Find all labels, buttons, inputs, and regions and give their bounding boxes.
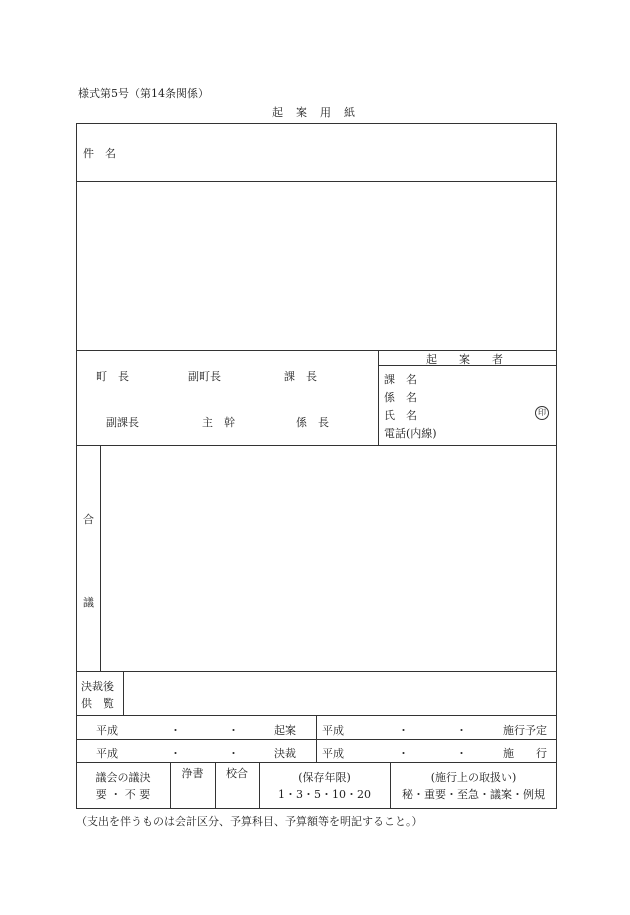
approver-unit-chief: 係 長 bbox=[296, 416, 329, 429]
form-id-label: 様式第5号（第14条関係） bbox=[78, 87, 209, 100]
consultation-char-1: 合 bbox=[83, 513, 94, 526]
assembly-required-option: 要 ・ 不 要 bbox=[95, 788, 151, 801]
consultation-char-2: 議 bbox=[83, 596, 94, 609]
proofread-label: 校合 bbox=[226, 767, 248, 780]
divider bbox=[76, 739, 557, 740]
handling-options: 秘・重要・至急・議案・例規 bbox=[402, 788, 545, 801]
drafter-phone-label: 電話(内線) bbox=[384, 427, 437, 440]
fair-copy-label: 浄書 bbox=[181, 767, 204, 780]
drafted-label: 起案 bbox=[274, 724, 296, 737]
enforce-dot-1: ・ bbox=[398, 747, 409, 760]
approver-section-chief: 課 長 bbox=[284, 370, 317, 383]
subject-label: 件 名 bbox=[83, 147, 116, 160]
approved-dot-2: ・ bbox=[228, 747, 239, 760]
enforce-dot-2: ・ bbox=[456, 747, 467, 760]
drafter-section-label: 課 名 bbox=[384, 373, 417, 386]
drafted-dot-1: ・ bbox=[170, 724, 181, 737]
retention-options: 1・3・5・10・20 bbox=[278, 788, 371, 801]
body-text-area[interactable] bbox=[80, 185, 552, 345]
drafter-staff-label: 係 名 bbox=[384, 391, 417, 404]
assembly-resolution-label: 議会の議決 bbox=[95, 771, 151, 784]
drafted-era: 平成 bbox=[96, 724, 118, 737]
divider bbox=[76, 181, 557, 182]
approver-deputy-mayor: 副町長 bbox=[188, 370, 221, 383]
enforce-plan-label: 施行予定 bbox=[503, 724, 547, 737]
drafter-header: 起 案 者 bbox=[426, 353, 503, 366]
seal-mark-icon: 印 bbox=[535, 406, 549, 420]
enforce-label: 施 行 bbox=[503, 747, 547, 760]
post-review-line-1: 決裁後 bbox=[81, 680, 114, 693]
retention-label: (保存年限) bbox=[298, 771, 351, 784]
divider bbox=[76, 716, 77, 762]
approver-deputy-chief: 副課長 bbox=[106, 416, 139, 429]
approver-manager: 主 幹 bbox=[202, 416, 235, 429]
enforce-era: 平成 bbox=[322, 747, 344, 760]
enforce-plan-dot-1: ・ bbox=[398, 724, 409, 737]
enforce-plan-dot-2: ・ bbox=[456, 724, 467, 737]
divider bbox=[123, 671, 124, 716]
drafted-dot-2: ・ bbox=[228, 724, 239, 737]
approved-era: 平成 bbox=[96, 747, 118, 760]
approved-dot-1: ・ bbox=[170, 747, 181, 760]
post-review-line-2: 供 覧 bbox=[81, 697, 114, 710]
handling-label: (施行上の取扱い) bbox=[430, 771, 517, 784]
drafter-name-label: 氏 名 bbox=[384, 409, 417, 422]
form-title: 起 案 用 紙 bbox=[272, 106, 356, 119]
divider bbox=[76, 671, 557, 672]
divider bbox=[76, 445, 557, 446]
approved-label: 決裁 bbox=[274, 747, 296, 760]
enforce-plan-era: 平成 bbox=[322, 724, 344, 737]
approver-mayor: 町 長 bbox=[96, 370, 129, 383]
footnote: （支出を伴うものは会計区分、予算科目、予算額等を明記すること。） bbox=[76, 815, 423, 828]
divider bbox=[100, 445, 101, 671]
divider bbox=[556, 716, 557, 762]
